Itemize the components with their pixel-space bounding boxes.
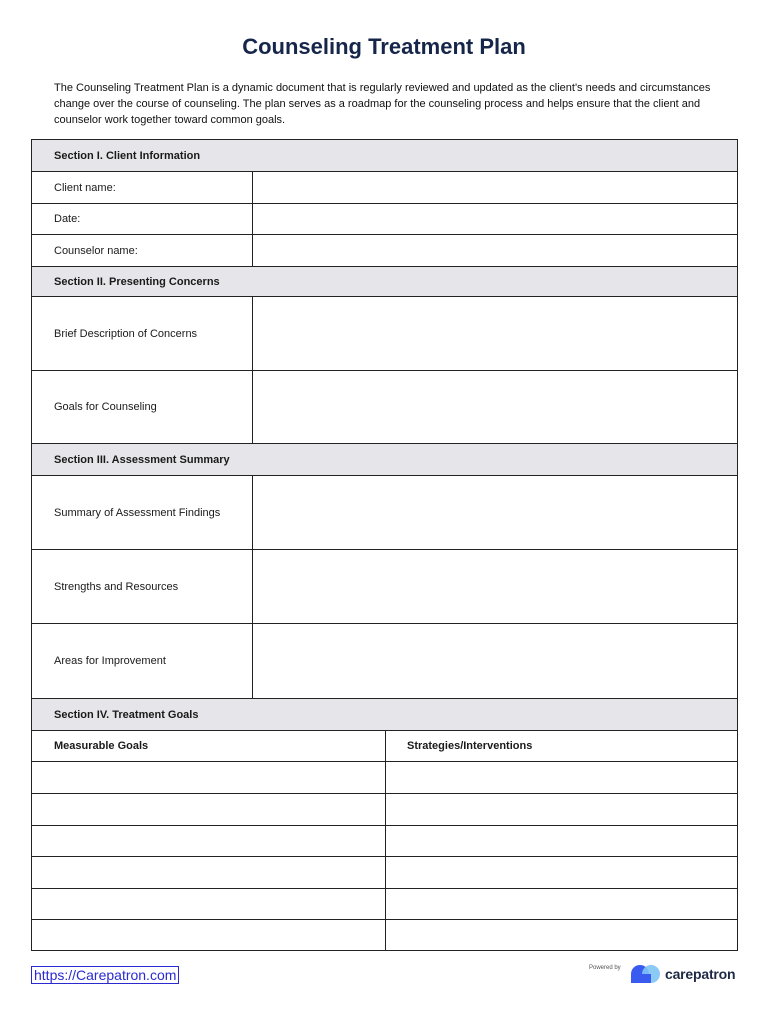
measurable-goals-column-header: Measurable Goals [32, 731, 386, 761]
field-row-date [32, 204, 737, 235]
measurable-goal-cell[interactable] [32, 920, 386, 950]
section-client-information-header [32, 140, 737, 172]
field-label: Areas for Improvement [32, 624, 253, 698]
strengths-resources-field[interactable] [253, 550, 737, 623]
section-heading: Section I. Client Information [54, 149, 201, 162]
counselor-name-field[interactable] [253, 235, 737, 266]
measurable-goal-cell[interactable] [32, 762, 386, 793]
field-row-strengths-resources [32, 550, 737, 624]
document-title: Counseling Treatment Plan [242, 34, 526, 59]
field-label: Counselor name: [32, 235, 253, 266]
field-row-brief-description [32, 297, 737, 371]
goals-for-counseling-field[interactable] [253, 371, 737, 443]
field-row-goals-for-counseling [32, 371, 737, 444]
date-field[interactable] [253, 204, 737, 234]
strategy-cell[interactable] [386, 889, 737, 919]
section-heading: Section IV. Treatment Goals [54, 708, 199, 721]
strategy-cell[interactable] [386, 857, 737, 888]
strategies-interventions-column-header: Strategies/Interventions [407, 740, 533, 752]
brief-description-field[interactable] [253, 297, 737, 370]
field-label: Summary of Assessment Findings [32, 476, 253, 549]
section-assessment-summary-header [32, 444, 737, 476]
field-row-counselor-name [32, 235, 737, 267]
carepatron-website-link[interactable]: https://Carepatron.com [31, 966, 179, 984]
areas-for-improvement-field[interactable] [253, 624, 737, 698]
strategy-cell[interactable] [386, 826, 737, 856]
measurable-goal-cell[interactable] [32, 889, 386, 919]
field-row-areas-for-improvement [32, 624, 737, 699]
goal-row [32, 762, 737, 794]
field-label: Client name: [32, 172, 253, 203]
measurable-goal-cell[interactable] [32, 826, 386, 856]
brand-name: carepatron [665, 966, 736, 982]
section-presenting-concerns-header [32, 267, 737, 297]
goal-row [32, 857, 737, 889]
assessment-findings-field[interactable] [253, 476, 737, 549]
goal-row [32, 826, 737, 857]
strategy-cell[interactable] [386, 762, 737, 793]
client-name-field[interactable] [253, 172, 737, 203]
field-label: Date: [32, 204, 253, 234]
field-label: Brief Description of Concerns [32, 297, 253, 370]
measurable-goal-cell[interactable] [32, 794, 386, 825]
section-treatment-goals-header [32, 699, 737, 731]
powered-by-label: Powered by [589, 965, 621, 971]
goal-row [32, 889, 737, 920]
section-heading: Section III. Assessment Summary [54, 453, 230, 466]
field-label: Goals for Counseling [32, 371, 253, 443]
section-heading: Section II. Presenting Concerns [54, 275, 220, 288]
intro-paragraph: The Counseling Treatment Plan is a dynamic document that is regularly reviewed and updated as the client's needs and circumstances change over the course of counseling. The plan serves as a roadmap for the counseling process and helps ensure that the client and counselor work together toward common goals. [54, 82, 711, 126]
carepatron-logo [630, 963, 735, 985]
treatment-plan-form [31, 139, 738, 951]
carepatron-logo-icon [630, 963, 662, 985]
field-row-assessment-findings [32, 476, 737, 550]
goals-table-header-row [32, 731, 737, 762]
goal-row [32, 794, 737, 826]
field-row-client-name [32, 172, 737, 204]
strategy-cell[interactable] [386, 920, 737, 950]
field-label: Strengths and Resources [32, 550, 253, 623]
strategy-cell[interactable] [386, 794, 737, 825]
goal-row [32, 920, 737, 950]
measurable-goal-cell[interactable] [32, 857, 386, 888]
